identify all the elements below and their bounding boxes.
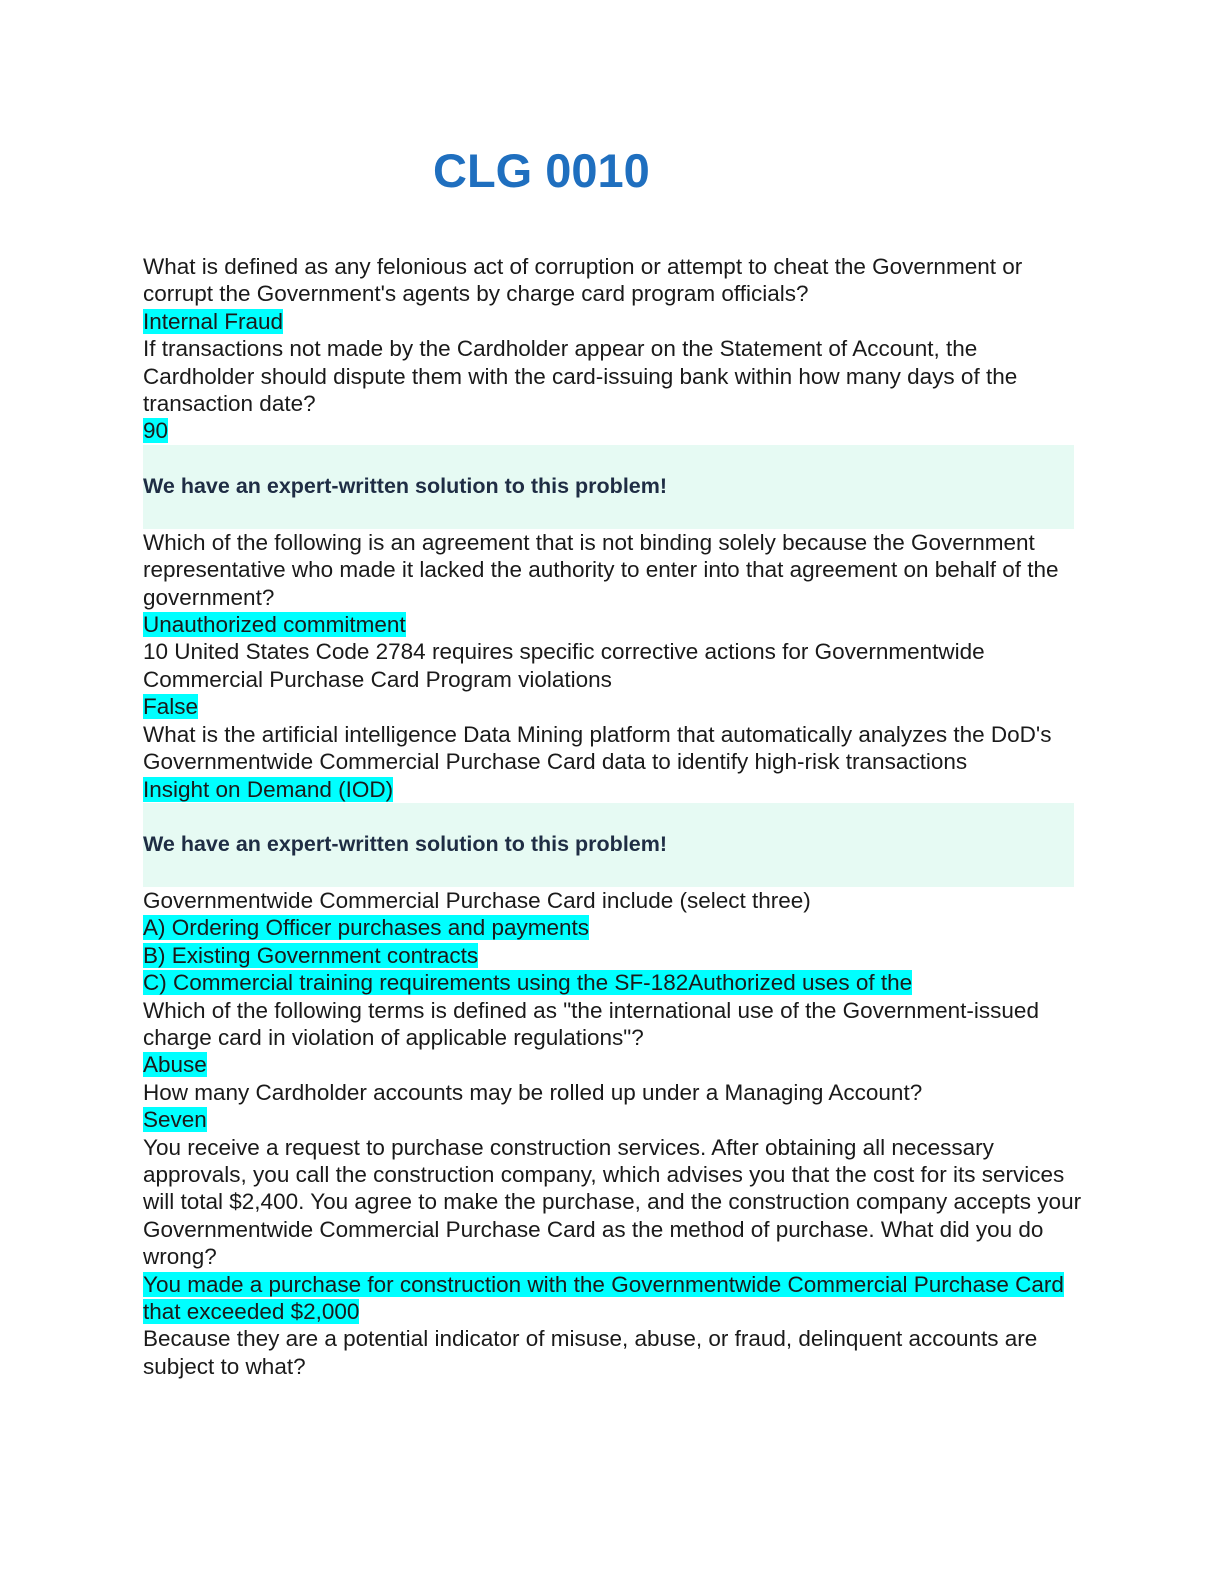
answer-4-highlight: False	[143, 694, 199, 720]
answer-6a-highlight: A) Ordering Officer purchases and payments	[143, 915, 590, 941]
question-8: How many Cardholder accounts may be rolled up under a Managing Account?	[143, 1079, 923, 1105]
question-7: Which of the following terms is defined as "the international use of the Government-issued charge card in violation of applicable regulations"?	[143, 997, 1039, 1050]
question-10: Because they are a potential indicator of misuse, abuse, or fraud, delinquent accounts are subject to what?	[143, 1326, 1038, 1379]
solution-banner-2[interactable]: We have an expert-written solution to this problem!	[143, 803, 1074, 887]
page-title: CLG 0010	[433, 144, 650, 197]
answer-5-highlight: Insight on Demand (IOD)	[143, 776, 394, 802]
answer-9	[143, 1271, 1083, 1326]
answer-7-highlight: Abuse	[143, 1052, 207, 1078]
answer-1	[143, 308, 1083, 335]
answer-5	[143, 776, 1083, 803]
question-3: Which of the following is an agreement that is not binding solely because the Government representative who made it lacked the authority to enter into that agreement on behalf of the government?	[143, 529, 1059, 610]
question-9: You receive a request to purchase construction services. After obtaining all necessary approvals, you call the construction company, which advises you that the cost for its services will total $2,400. You agree to make the purchase, and the construction company accepts your Governmentwide Commercial Purchase Card as the method of purchase. What did you do wrong?	[143, 1134, 1082, 1270]
answer-2	[143, 417, 1083, 444]
answer-9-highlight: You made a purchase for construction with the Governmentwide Commercial Purchase Card that exceeded $2,000	[143, 1271, 1064, 1324]
answer-8	[143, 1106, 1083, 1133]
question-2: If transactions not made by the Cardholder appear on the Statement of Account, the Cardholder should dispute them with the card-issuing bank within how many days of the transaction date?	[143, 336, 1018, 417]
answer-6a	[143, 914, 1083, 941]
answer-6b	[143, 942, 1083, 969]
solution-banner-1[interactable]: We have an expert-written solution to this problem!	[143, 445, 1074, 529]
question-1: What is defined as any felonious act of corruption or attempt to cheat the Government or corrupt the Government's agents by charge card program officials?	[143, 254, 1023, 307]
question-5: What is the artificial intelligence Data Mining platform that automatically analyzes the DoD's Governmentwide Commercial Purchase Card data to identify high-risk transactions	[143, 721, 1052, 775]
answer-4	[143, 693, 1083, 720]
answer-3	[143, 611, 1083, 638]
answer-2-highlight: 90	[143, 418, 169, 444]
question-4: 10 United States Code 2784 requires specific corrective actions for Governmentwide Commercial Purchase Card Program violations	[143, 639, 985, 692]
question-6: Governmentwide Commercial Purchase Card include (select three)	[143, 887, 811, 913]
document-body	[143, 253, 1083, 1380]
answer-7	[143, 1051, 1083, 1078]
answer-6b-highlight: B) Existing Government contracts	[143, 942, 479, 968]
answer-3-highlight: Unauthorized commitment	[143, 612, 406, 638]
answer-8-highlight: Seven	[143, 1107, 207, 1133]
answer-6c-highlight: C) Commercial training requirements using the SF-182Authorized uses of the	[143, 970, 913, 996]
answer-6c	[143, 969, 1083, 996]
answer-1-highlight: Internal Fraud	[143, 308, 284, 334]
